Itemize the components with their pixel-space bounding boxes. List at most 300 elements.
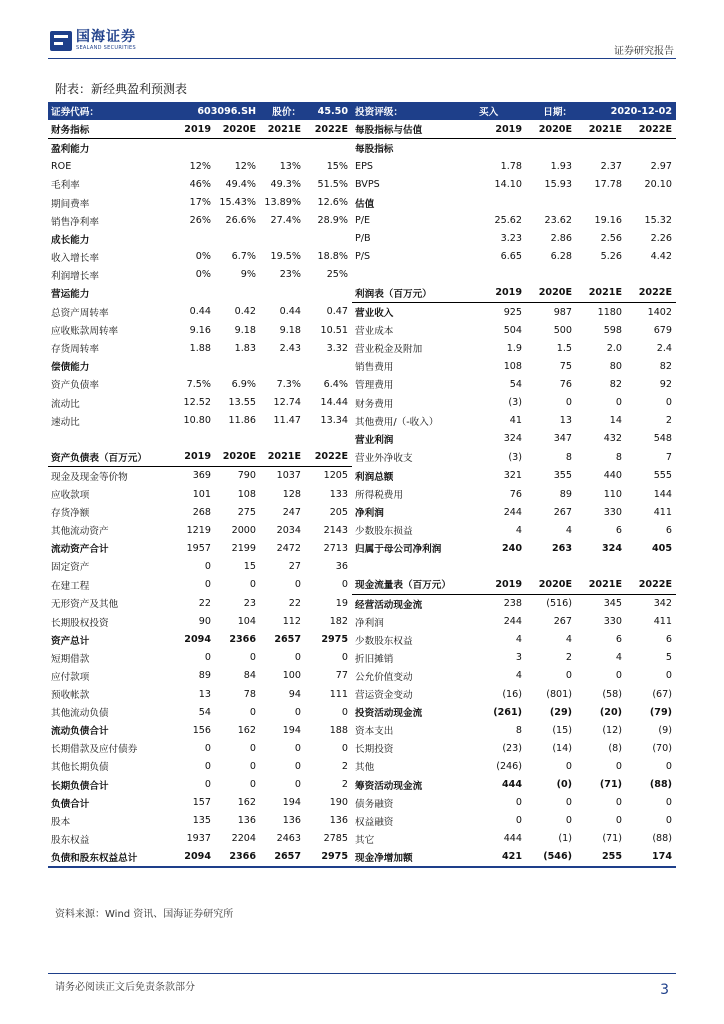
right-cell: 其他 bbox=[355, 762, 375, 774]
right-cell: 净利润 bbox=[355, 617, 384, 629]
left-cell: 流动负债合计 bbox=[51, 726, 109, 738]
right-cell bbox=[526, 139, 576, 158]
right-cell: 20.10 bbox=[644, 178, 673, 190]
right-cell: 少数股东权益 bbox=[355, 635, 413, 647]
right-cell: 2022E bbox=[626, 120, 676, 139]
right-cell: 174 bbox=[626, 848, 676, 867]
date-value: 2020-12-02 bbox=[576, 102, 676, 120]
right-cell: 330 bbox=[603, 616, 623, 628]
left-cell: 13.55 bbox=[228, 397, 257, 409]
right-cell: 321 bbox=[503, 470, 523, 482]
right-cell: 5 bbox=[665, 652, 673, 664]
left-cell: 90 bbox=[198, 616, 211, 628]
right-cell: 3 bbox=[515, 652, 523, 664]
left-cell: 157 bbox=[192, 797, 211, 809]
right-cell: 0 bbox=[565, 797, 573, 809]
right-cell: 23.62 bbox=[544, 215, 573, 227]
left-cell: 1957 bbox=[186, 542, 211, 554]
right-cell: 8 bbox=[615, 451, 623, 463]
code-label: 证券代码： bbox=[48, 102, 170, 120]
right-cell: 6.65 bbox=[500, 251, 523, 263]
left-cell bbox=[170, 430, 215, 448]
left-cell: 12.6% bbox=[317, 197, 349, 209]
left-cell bbox=[215, 430, 260, 448]
left-cell: 2472 bbox=[276, 542, 302, 554]
right-cell: 0 bbox=[665, 797, 673, 809]
left-cell: 0 bbox=[294, 760, 302, 772]
right-cell: 营运资金变动 bbox=[355, 690, 413, 702]
right-cell: 6 bbox=[615, 524, 623, 536]
right-cell: (20) bbox=[599, 706, 623, 718]
left-cell: 23 bbox=[243, 597, 257, 609]
left-cell: 预收帐款 bbox=[51, 690, 90, 702]
left-cell: 2657 bbox=[260, 848, 305, 867]
right-cell: 7 bbox=[665, 451, 673, 463]
left-cell bbox=[305, 430, 352, 448]
table-row bbox=[48, 613, 676, 631]
left-cell: 2657 bbox=[274, 634, 302, 646]
left-cell: 12.74 bbox=[273, 397, 302, 409]
right-cell: 2020E bbox=[526, 284, 576, 303]
right-cell: (9) bbox=[658, 724, 673, 736]
left-cell: 无形资产及其他 bbox=[51, 599, 119, 611]
source-note: 资料来源：Wind 资讯、国海证券研究所 bbox=[55, 909, 234, 920]
left-cell: 78 bbox=[243, 688, 257, 700]
right-cell bbox=[476, 557, 526, 575]
left-cell: 94 bbox=[288, 688, 302, 700]
table-row bbox=[48, 339, 676, 357]
table-row bbox=[48, 303, 676, 322]
right-cell bbox=[526, 193, 576, 211]
right-cell: 2022E bbox=[626, 575, 676, 594]
right-cell: 110 bbox=[603, 488, 623, 500]
right-cell: 2.26 bbox=[650, 233, 673, 245]
left-cell: 19.5% bbox=[270, 251, 302, 263]
right-cell: 管理费用 bbox=[355, 380, 394, 392]
right-cell bbox=[626, 557, 676, 575]
left-cell: 49.3% bbox=[270, 178, 302, 190]
right-cell: 资本支出 bbox=[355, 726, 394, 738]
left-cell: ROE bbox=[51, 160, 72, 172]
right-cell: 92 bbox=[659, 378, 673, 390]
table-row bbox=[48, 739, 676, 757]
right-cell: 41 bbox=[509, 415, 523, 427]
right-cell: EPS bbox=[355, 160, 373, 172]
left-cell: 长期借款及应付债券 bbox=[51, 744, 138, 756]
left-cell: 利润增长率 bbox=[51, 270, 99, 282]
left-cell: 26.6% bbox=[225, 215, 257, 227]
left-cell: 0 bbox=[249, 779, 257, 791]
left-cell: 9.18 bbox=[234, 324, 257, 336]
left-cell: 205 bbox=[329, 506, 349, 518]
left-cell: 0 bbox=[204, 760, 211, 772]
right-cell: 1180 bbox=[597, 306, 623, 318]
table-row bbox=[48, 212, 676, 230]
right-cell: 76 bbox=[509, 488, 523, 500]
left-cell: 毛利率 bbox=[51, 180, 80, 192]
right-cell: 每股指标与估值 bbox=[352, 120, 476, 139]
right-cell: (8) bbox=[608, 742, 623, 754]
table-row bbox=[48, 594, 676, 613]
left-cell: 2199 bbox=[231, 542, 257, 554]
left-cell bbox=[170, 139, 215, 158]
left-cell: 6.4% bbox=[323, 378, 349, 390]
left-cell: 1205 bbox=[323, 470, 349, 482]
right-cell: 987 bbox=[553, 306, 573, 318]
right-cell: 2019 bbox=[476, 575, 526, 594]
left-cell: 135 bbox=[192, 815, 211, 827]
left-cell: 108 bbox=[237, 488, 257, 500]
right-cell: 4 bbox=[515, 670, 523, 682]
right-cell: 0 bbox=[615, 397, 623, 409]
left-cell: 长期股权投资 bbox=[51, 617, 109, 629]
left-cell: 总资产周转率 bbox=[51, 307, 109, 319]
right-cell: 504 bbox=[503, 324, 523, 336]
left-cell: 0% bbox=[195, 269, 211, 281]
table-row bbox=[48, 667, 676, 685]
right-cell: 440 bbox=[603, 470, 623, 482]
left-cell: 1937 bbox=[186, 833, 211, 845]
right-cell: P/B bbox=[355, 233, 371, 245]
right-cell: 0 bbox=[615, 815, 623, 827]
left-cell bbox=[170, 284, 215, 303]
right-cell: 0 bbox=[615, 670, 623, 682]
left-cell bbox=[305, 230, 352, 248]
right-cell: 债务融资 bbox=[355, 798, 394, 810]
right-cell: 2021E bbox=[576, 120, 626, 139]
right-cell: 345 bbox=[603, 598, 623, 610]
left-cell: 162 bbox=[237, 797, 257, 809]
left-cell: 0 bbox=[249, 579, 257, 591]
left-cell: 9.18 bbox=[279, 324, 302, 336]
right-cell: 4.42 bbox=[650, 251, 673, 263]
right-cell: 现金流量表（百万元） bbox=[352, 575, 476, 594]
left-cell: 28.9% bbox=[317, 215, 349, 227]
left-cell: 27 bbox=[288, 560, 302, 572]
right-cell: 营业利润 bbox=[355, 434, 394, 446]
left-cell: 2366 bbox=[215, 848, 260, 867]
right-cell bbox=[352, 557, 476, 575]
right-cell: 75 bbox=[559, 360, 573, 372]
table-row bbox=[48, 157, 676, 175]
table-row bbox=[48, 775, 676, 793]
left-cell: 负债和股东权益总计 bbox=[48, 848, 170, 867]
left-cell: 25% bbox=[326, 269, 349, 281]
left-cell: 9.16 bbox=[189, 324, 211, 336]
right-cell: (246) bbox=[496, 760, 523, 772]
right-cell: 0 bbox=[515, 797, 523, 809]
table-row bbox=[48, 230, 676, 248]
left-cell: 0 bbox=[294, 652, 302, 664]
left-cell: 资产负债率 bbox=[51, 380, 99, 392]
left-cell bbox=[260, 284, 305, 303]
left-cell: 2713 bbox=[323, 542, 349, 554]
left-cell: 3.32 bbox=[326, 342, 349, 354]
right-cell: 342 bbox=[653, 598, 673, 610]
left-cell: 股本 bbox=[51, 816, 71, 828]
right-cell: 2021E bbox=[576, 575, 626, 594]
logo-cn: 国海证券 bbox=[76, 29, 136, 45]
left-cell: 15% bbox=[326, 160, 349, 172]
table-row bbox=[48, 649, 676, 667]
left-cell: 6.9% bbox=[231, 378, 257, 390]
right-cell bbox=[576, 139, 626, 158]
page-number: 3 bbox=[660, 982, 669, 998]
left-cell: 268 bbox=[192, 506, 211, 518]
left-cell: 9% bbox=[240, 269, 257, 281]
left-cell: 104 bbox=[237, 616, 257, 628]
left-cell: 盈利能力 bbox=[51, 144, 90, 156]
right-cell: 6 bbox=[615, 634, 623, 646]
left-cell: 0 bbox=[249, 706, 257, 718]
left-cell: 应付款项 bbox=[51, 671, 90, 683]
left-cell: 17% bbox=[189, 197, 211, 209]
right-cell: (58) bbox=[602, 688, 623, 700]
right-cell bbox=[626, 266, 676, 284]
left-cell: 190 bbox=[329, 797, 349, 809]
right-cell: 17.78 bbox=[594, 178, 623, 190]
right-cell: 76 bbox=[559, 378, 573, 390]
table-row bbox=[48, 521, 676, 539]
right-cell: 2 bbox=[665, 415, 673, 427]
right-cell: 82 bbox=[659, 360, 673, 372]
left-cell bbox=[48, 430, 170, 448]
left-cell bbox=[305, 357, 352, 375]
left-cell: 0 bbox=[341, 652, 349, 664]
left-cell: 2 bbox=[341, 760, 349, 772]
left-cell: 其他长期负债 bbox=[51, 762, 109, 774]
right-cell: 411 bbox=[653, 616, 673, 628]
left-cell: 23% bbox=[279, 269, 302, 281]
right-cell: 4 bbox=[565, 524, 573, 536]
left-cell: 0.44 bbox=[189, 306, 211, 318]
right-cell: 少数股东损益 bbox=[355, 526, 413, 538]
left-cell: 期间费率 bbox=[51, 198, 90, 210]
header-divider bbox=[48, 58, 676, 59]
left-cell: 应收款项 bbox=[51, 490, 90, 502]
left-cell: 128 bbox=[282, 488, 302, 500]
left-cell: 2021E bbox=[260, 120, 305, 139]
left-cell: 275 bbox=[237, 506, 257, 518]
table-row bbox=[48, 848, 676, 867]
right-cell: 筹资活动现金流 bbox=[355, 780, 423, 792]
left-cell: 6.7% bbox=[231, 251, 257, 263]
left-cell: 0 bbox=[341, 742, 349, 754]
right-cell: 0 bbox=[665, 815, 673, 827]
right-cell: 1.5 bbox=[556, 342, 573, 354]
left-cell: 0.42 bbox=[234, 306, 257, 318]
left-cell: 资产负债表（百万元） bbox=[48, 448, 170, 467]
right-cell: 权益融资 bbox=[355, 816, 394, 828]
table-row bbox=[48, 375, 676, 393]
right-cell: 0 bbox=[665, 397, 673, 409]
left-cell bbox=[260, 230, 305, 248]
right-cell: 244 bbox=[503, 616, 523, 628]
left-cell bbox=[305, 284, 352, 303]
right-cell: 1.93 bbox=[550, 160, 573, 172]
right-cell: 营业外净收支 bbox=[355, 453, 413, 465]
right-cell bbox=[476, 266, 526, 284]
table-row bbox=[48, 575, 676, 594]
right-cell bbox=[576, 266, 626, 284]
right-cell: 0 bbox=[665, 760, 673, 772]
right-cell: BVPS bbox=[355, 178, 380, 190]
left-cell: 14.44 bbox=[320, 397, 349, 409]
right-cell: 324 bbox=[503, 433, 523, 445]
right-cell: 2.37 bbox=[600, 160, 623, 172]
right-cell: (71) bbox=[602, 833, 623, 845]
right-cell: 销售费用 bbox=[355, 362, 394, 374]
right-cell bbox=[476, 193, 526, 211]
left-cell: 194 bbox=[282, 797, 302, 809]
right-cell: (14) bbox=[552, 742, 573, 754]
left-cell: 0 bbox=[204, 652, 211, 664]
right-cell: 263 bbox=[551, 542, 573, 554]
right-cell: 2.86 bbox=[550, 233, 573, 245]
right-cell: (88) bbox=[649, 779, 673, 791]
left-cell: 247 bbox=[282, 506, 302, 518]
right-cell: 6 bbox=[665, 524, 673, 536]
price-value: 45.50 bbox=[305, 102, 352, 120]
right-cell: P/E bbox=[355, 215, 371, 227]
left-cell: 0 bbox=[249, 742, 257, 754]
left-cell: 26% bbox=[189, 215, 211, 227]
table-row bbox=[48, 757, 676, 775]
left-cell: 369 bbox=[192, 470, 211, 482]
left-cell: 在建工程 bbox=[51, 580, 90, 592]
left-cell: 速动比 bbox=[51, 416, 80, 428]
right-cell: 2020E bbox=[526, 575, 576, 594]
left-cell: 13 bbox=[198, 688, 211, 700]
left-cell: 1.88 bbox=[189, 342, 211, 354]
table-caption: 附表：新经典盈利预测表 bbox=[55, 82, 188, 96]
footer-divider bbox=[48, 973, 676, 974]
table-row bbox=[48, 812, 676, 830]
right-cell: 2.0 bbox=[606, 342, 623, 354]
right-cell: 238 bbox=[503, 598, 523, 610]
left-cell: 2143 bbox=[323, 524, 349, 536]
left-cell: 2019 bbox=[170, 448, 215, 467]
right-cell: 0 bbox=[615, 760, 623, 772]
left-cell: 188 bbox=[329, 724, 349, 736]
left-cell: 15.43% bbox=[219, 197, 257, 209]
left-cell: 2022E bbox=[305, 120, 352, 139]
left-cell: 存货周转率 bbox=[51, 344, 99, 356]
right-cell: 14 bbox=[609, 415, 623, 427]
table-row bbox=[48, 357, 676, 375]
right-cell: (67) bbox=[652, 688, 673, 700]
left-cell: 0 bbox=[249, 760, 257, 772]
left-cell: 11.86 bbox=[228, 415, 257, 427]
right-cell: 4 bbox=[565, 634, 573, 646]
left-cell bbox=[260, 430, 305, 448]
right-cell: 2020E bbox=[526, 120, 576, 139]
right-cell: (71) bbox=[599, 779, 623, 791]
financial-table bbox=[48, 102, 676, 868]
right-cell: 444 bbox=[501, 779, 523, 791]
left-cell: 0.47 bbox=[326, 306, 349, 318]
right-cell: 2.97 bbox=[650, 160, 673, 172]
right-cell: (546) bbox=[526, 848, 576, 867]
left-cell: 2000 bbox=[231, 524, 257, 536]
left-cell: 182 bbox=[329, 616, 349, 628]
right-cell: 255 bbox=[576, 848, 626, 867]
left-cell: 1.83 bbox=[234, 342, 257, 354]
left-cell: 2021E bbox=[260, 448, 305, 467]
left-cell: 负债合计 bbox=[51, 798, 90, 810]
right-cell: (88) bbox=[652, 833, 673, 845]
left-cell: 2022E bbox=[305, 448, 352, 467]
rating-label: 投资评级： bbox=[352, 102, 476, 120]
left-cell bbox=[215, 284, 260, 303]
left-cell: 2094 bbox=[170, 848, 215, 867]
left-cell: 2785 bbox=[323, 833, 349, 845]
right-cell: 0 bbox=[565, 397, 573, 409]
rating-value: 买入 bbox=[476, 102, 526, 120]
disclaimer-note: 请务必阅读正文后免责条款部分 bbox=[55, 982, 195, 993]
table-row bbox=[48, 266, 676, 284]
right-cell: (15) bbox=[552, 724, 573, 736]
left-cell: 19 bbox=[335, 597, 349, 609]
left-cell bbox=[215, 139, 260, 158]
left-cell: 偿债能力 bbox=[51, 362, 90, 374]
left-cell: 84 bbox=[243, 670, 257, 682]
right-cell: (23) bbox=[502, 742, 523, 754]
right-cell: 公允价值变动 bbox=[355, 671, 413, 683]
right-cell: (516) bbox=[546, 598, 573, 610]
left-cell: 1037 bbox=[276, 470, 302, 482]
left-cell: 162 bbox=[237, 724, 257, 736]
left-cell: 长期负债合计 bbox=[51, 780, 109, 792]
left-cell bbox=[215, 357, 260, 375]
left-cell: 10.51 bbox=[320, 324, 349, 336]
left-cell: 13.34 bbox=[320, 415, 349, 427]
right-cell: 1402 bbox=[647, 306, 673, 318]
right-cell: 4 bbox=[515, 524, 523, 536]
right-cell: 1.78 bbox=[500, 160, 523, 172]
table-row bbox=[48, 430, 676, 448]
left-cell: 资产总计 bbox=[51, 635, 90, 647]
left-cell: 2975 bbox=[321, 634, 349, 646]
right-cell: 679 bbox=[653, 324, 673, 336]
right-cell: (3) bbox=[508, 397, 523, 409]
right-cell: 长期投资 bbox=[355, 744, 394, 756]
right-cell: 330 bbox=[603, 506, 623, 518]
right-cell: 267 bbox=[553, 506, 573, 518]
left-cell: 22 bbox=[288, 597, 302, 609]
right-cell: 投资活动现金流 bbox=[355, 708, 423, 720]
right-cell: (79) bbox=[649, 706, 673, 718]
left-cell: 2204 bbox=[231, 833, 257, 845]
right-cell: 估值 bbox=[355, 198, 375, 210]
left-cell bbox=[260, 357, 305, 375]
left-cell: 15 bbox=[243, 560, 257, 572]
left-cell: 12.52 bbox=[183, 397, 211, 409]
right-cell: 444 bbox=[503, 833, 523, 845]
left-cell: 收入增长率 bbox=[51, 252, 99, 264]
table-row bbox=[48, 703, 676, 721]
left-cell: 7.3% bbox=[276, 378, 302, 390]
left-cell: 0 bbox=[294, 706, 302, 718]
right-cell: 净利润 bbox=[355, 508, 384, 520]
left-cell: 0 bbox=[204, 579, 211, 591]
left-cell: 101 bbox=[192, 488, 211, 500]
table-row bbox=[48, 794, 676, 812]
right-cell: 4 bbox=[515, 634, 523, 646]
table-row bbox=[48, 284, 676, 303]
left-cell: 46% bbox=[189, 178, 211, 190]
left-cell: 112 bbox=[282, 616, 302, 628]
